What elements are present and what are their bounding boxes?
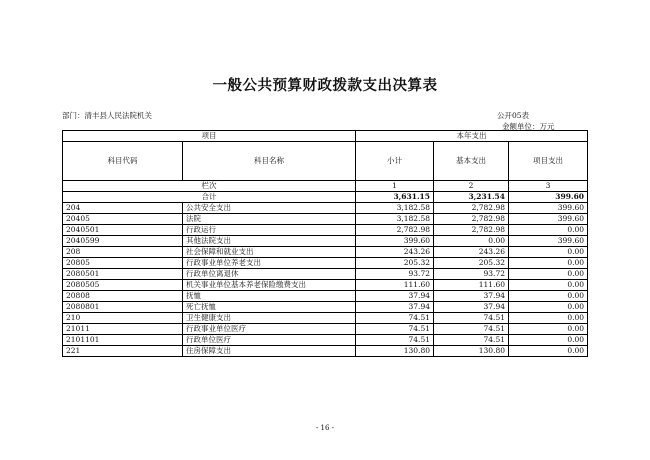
column-number-1: 1	[356, 181, 434, 192]
table-row	[63, 236, 588, 247]
amount-unit: 金额单位：万元	[502, 122, 555, 131]
cell-name: 社会保障和就业支出	[183, 247, 356, 258]
cell-basic: 74.51	[434, 313, 509, 324]
column-number-row	[63, 181, 588, 192]
cell-basic: 2,782.98	[434, 203, 509, 214]
form-code: 公开05表	[497, 111, 530, 120]
cell-name: 行政单位离退休	[183, 269, 356, 280]
cell-subtotal: 74.51	[356, 335, 434, 346]
header-project: 项目	[63, 131, 356, 142]
cell-project: 0.00	[509, 258, 588, 269]
table-row	[63, 269, 588, 280]
column-number-label: 栏次	[63, 181, 356, 192]
cell-subtotal: 3,182.58	[356, 214, 434, 225]
cell-name: 其他法院支出	[183, 236, 356, 247]
cell-name: 行政事业单位医疗	[183, 324, 356, 335]
table-row	[63, 346, 588, 357]
cell-code: 20808	[63, 291, 183, 302]
cell-subtotal: 93.72	[356, 269, 434, 280]
cell-code: 221	[63, 346, 183, 357]
cell-project: 0.00	[509, 269, 588, 280]
cell-code: 2040501	[63, 225, 183, 236]
cell-subtotal: 399.60	[356, 236, 434, 247]
cell-basic: 37.94	[434, 302, 509, 313]
cell-name: 抚恤	[183, 291, 356, 302]
cell-name: 行政单位医疗	[183, 335, 356, 346]
cell-name: 公共安全支出	[183, 203, 356, 214]
page-number: - 16 -	[315, 424, 335, 432]
table-row	[63, 247, 588, 258]
cell-basic: 0.00	[434, 236, 509, 247]
cell-project: 0.00	[509, 302, 588, 313]
cell-project: 0.00	[509, 335, 588, 346]
cell-basic: 205.32	[434, 258, 509, 269]
table-row	[63, 203, 588, 214]
total-project: 399.60	[509, 192, 588, 203]
cell-basic: 74.51	[434, 335, 509, 346]
cell-code: 20405	[63, 214, 183, 225]
header-subject-code: 科目代码	[63, 142, 183, 181]
cell-subtotal: 205.32	[356, 258, 434, 269]
cell-code: 208	[63, 247, 183, 258]
cell-code: 204	[63, 203, 183, 214]
cell-project: 0.00	[509, 225, 588, 236]
cell-subtotal: 243.26	[356, 247, 434, 258]
table-row	[63, 324, 588, 335]
table-row	[63, 280, 588, 291]
table-row	[63, 335, 588, 346]
cell-project: 0.00	[509, 313, 588, 324]
total-row	[63, 192, 588, 203]
cell-project: 399.60	[509, 203, 588, 214]
cell-basic: 130.80	[434, 346, 509, 357]
column-number-2: 2	[434, 181, 509, 192]
header-project-expense: 项目支出	[509, 142, 588, 181]
header-subtotal: 小计	[356, 142, 434, 181]
expenditure-table	[62, 130, 588, 357]
department-label: 部门：清丰县人民法院机关	[62, 111, 152, 120]
header-row-1	[63, 131, 588, 142]
table-row	[63, 258, 588, 269]
table-row	[63, 291, 588, 302]
cell-basic: 74.51	[434, 324, 509, 335]
cell-code: 2080501	[63, 269, 183, 280]
cell-name: 行政事业单位养老支出	[183, 258, 356, 269]
cell-project: 399.60	[509, 214, 588, 225]
cell-project: 0.00	[509, 280, 588, 291]
cell-code: 2080801	[63, 302, 183, 313]
cell-name: 法院	[183, 214, 356, 225]
cell-subtotal: 37.94	[356, 291, 434, 302]
cell-subtotal: 74.51	[356, 324, 434, 335]
cell-basic: 2,782.98	[434, 225, 509, 236]
table-row	[63, 302, 588, 313]
cell-subtotal: 37.94	[356, 302, 434, 313]
cell-basic: 111.60	[434, 280, 509, 291]
table-row	[63, 214, 588, 225]
cell-subtotal: 2,782.98	[356, 225, 434, 236]
cell-subtotal: 74.51	[356, 313, 434, 324]
cell-code: 21011	[63, 324, 183, 335]
cell-code: 20805	[63, 258, 183, 269]
cell-subtotal: 111.60	[356, 280, 434, 291]
column-number-3: 3	[509, 181, 588, 192]
cell-basic: 37.94	[434, 291, 509, 302]
cell-project: 399.60	[509, 236, 588, 247]
table-row	[63, 313, 588, 324]
cell-project: 0.00	[509, 291, 588, 302]
cell-code: 2040599	[63, 236, 183, 247]
header-year-expense: 本年支出	[356, 131, 588, 142]
cell-name: 机关事业单位基本养老保险缴费支出	[183, 280, 356, 291]
header-row-2	[63, 142, 588, 181]
cell-basic: 243.26	[434, 247, 509, 258]
total-label: 合计	[63, 192, 356, 203]
cell-name: 卫生健康支出	[183, 313, 356, 324]
cell-subtotal: 3,182.58	[356, 203, 434, 214]
cell-code: 2101101	[63, 335, 183, 346]
cell-name: 死亡抚恤	[183, 302, 356, 313]
cell-code: 2080505	[63, 280, 183, 291]
table-row	[63, 225, 588, 236]
header-subject-name: 科目名称	[183, 142, 356, 181]
cell-basic: 93.72	[434, 269, 509, 280]
cell-code: 210	[63, 313, 183, 324]
report-title: 一般公共预算财政拨款支出决算表	[212, 78, 438, 94]
cell-basic: 2,782.98	[434, 214, 509, 225]
total-subtotal: 3,631.15	[356, 192, 434, 203]
cell-project: 0.00	[509, 247, 588, 258]
cell-subtotal: 130.80	[356, 346, 434, 357]
cell-name: 住房保障支出	[183, 346, 356, 357]
cell-name: 行政运行	[183, 225, 356, 236]
header-basic: 基本支出	[434, 142, 509, 181]
cell-project: 0.00	[509, 324, 588, 335]
cell-project: 0.00	[509, 346, 588, 357]
total-basic: 3,231.54	[434, 192, 509, 203]
